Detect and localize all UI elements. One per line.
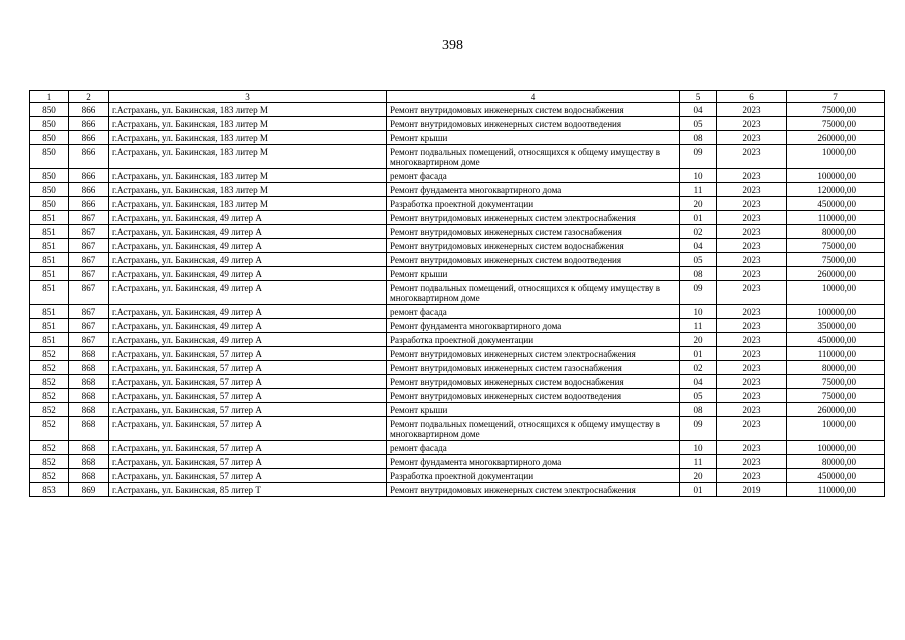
- cost-cell: 10000,00: [787, 145, 885, 169]
- house-id-cell: 868: [69, 417, 109, 441]
- table-row: [30, 211, 885, 225]
- work-code-cell: 04: [680, 239, 717, 253]
- year-cell: 2023: [717, 417, 787, 441]
- work-code-cell: 09: [680, 281, 717, 305]
- work-type-cell: Разработка проектной документации: [387, 333, 680, 347]
- table-row: [30, 333, 885, 347]
- work-code-cell: 04: [680, 375, 717, 389]
- work-code-cell: 10: [680, 305, 717, 319]
- address-cell: г.Астрахань, ул. Бакинская, 49 литер А: [109, 239, 387, 253]
- table-row: [30, 281, 885, 305]
- address-cell: г.Астрахань, ул. Бакинская, 183 литер М: [109, 103, 387, 117]
- row-number-cell: 852: [30, 389, 69, 403]
- row-number-cell: 850: [30, 131, 69, 145]
- address-cell: г.Астрахань, ул. Бакинская, 57 литер А: [109, 469, 387, 483]
- house-id-cell: 867: [69, 211, 109, 225]
- cost-cell: 10000,00: [787, 417, 885, 441]
- work-code-cell: 08: [680, 267, 717, 281]
- work-type-cell: Ремонт внутридомовых инженерных систем водоотведения: [387, 117, 680, 131]
- year-cell: 2023: [717, 197, 787, 211]
- work-code-cell: 05: [680, 253, 717, 267]
- cost-cell: 260000,00: [787, 267, 885, 281]
- year-cell: 2023: [717, 333, 787, 347]
- cost-cell: 80000,00: [787, 455, 885, 469]
- work-type-cell: Ремонт внутридомовых инженерных систем водоснабжения: [387, 375, 680, 389]
- year-cell: 2023: [717, 239, 787, 253]
- work-code-cell: 01: [680, 211, 717, 225]
- house-id-cell: 867: [69, 239, 109, 253]
- address-cell: г.Астрахань, ул. Бакинская, 183 литер М: [109, 117, 387, 131]
- work-type-cell: Ремонт внутридомовых инженерных систем водоснабжения: [387, 103, 680, 117]
- house-id-cell: 867: [69, 333, 109, 347]
- row-number-cell: 850: [30, 103, 69, 117]
- work-code-cell: 05: [680, 389, 717, 403]
- cost-cell: 80000,00: [787, 225, 885, 239]
- table-row: [30, 183, 885, 197]
- house-id-cell: 868: [69, 361, 109, 375]
- address-cell: г.Астрахань, ул. Бакинская, 183 литер М: [109, 197, 387, 211]
- column-header: 5: [680, 91, 717, 103]
- repair-schedule-table: [29, 90, 885, 497]
- row-number-cell: 850: [30, 197, 69, 211]
- work-code-cell: 01: [680, 347, 717, 361]
- work-type-cell: Разработка проектной документации: [387, 197, 680, 211]
- work-type-cell: Ремонт внутридомовых инженерных систем электроснабжения: [387, 483, 680, 497]
- work-type-cell: Ремонт фундамента многоквартирного дома: [387, 319, 680, 333]
- address-cell: г.Астрахань, ул. Бакинская, 57 литер А: [109, 455, 387, 469]
- address-cell: г.Астрахань, ул. Бакинская, 49 литер А: [109, 225, 387, 239]
- row-number-cell: 851: [30, 305, 69, 319]
- year-cell: 2023: [717, 347, 787, 361]
- work-type-cell: Ремонт внутридомовых инженерных систем водоснабжения: [387, 239, 680, 253]
- work-type-cell: Ремонт фундамента многоквартирного дома: [387, 455, 680, 469]
- house-id-cell: 868: [69, 455, 109, 469]
- year-cell: 2023: [717, 211, 787, 225]
- table-row: [30, 483, 885, 497]
- address-cell: г.Астрахань, ул. Бакинская, 183 литер М: [109, 183, 387, 197]
- house-id-cell: 866: [69, 197, 109, 211]
- house-id-cell: 869: [69, 483, 109, 497]
- table-row: [30, 347, 885, 361]
- work-type-cell: Ремонт подвальных помещений, относящихся к общему имуществу в многоквартирном доме: [387, 281, 680, 305]
- column-header: 1: [30, 91, 69, 103]
- year-cell: 2023: [717, 267, 787, 281]
- table-row: [30, 145, 885, 169]
- year-cell: 2023: [717, 253, 787, 267]
- work-type-cell: ремонт фасада: [387, 441, 680, 455]
- address-cell: г.Астрахань, ул. Бакинская, 49 литер А: [109, 281, 387, 305]
- table-row: [30, 131, 885, 145]
- house-id-cell: 866: [69, 117, 109, 131]
- house-id-cell: 866: [69, 131, 109, 145]
- address-cell: г.Астрахань, ул. Бакинская, 57 литер А: [109, 375, 387, 389]
- work-code-cell: 11: [680, 319, 717, 333]
- work-code-cell: 20: [680, 333, 717, 347]
- table-row: [30, 375, 885, 389]
- cost-cell: 350000,00: [787, 319, 885, 333]
- cost-cell: 110000,00: [787, 483, 885, 497]
- row-number-cell: 851: [30, 267, 69, 281]
- page-number: 398: [442, 38, 463, 53]
- work-code-cell: 08: [680, 131, 717, 145]
- work-type-cell: Ремонт подвальных помещений, относящихся к общему имуществу в многоквартирном доме: [387, 417, 680, 441]
- table-row: [30, 305, 885, 319]
- work-type-cell: Ремонт крыши: [387, 403, 680, 417]
- cost-cell: 260000,00: [787, 131, 885, 145]
- work-type-cell: Разработка проектной документации: [387, 469, 680, 483]
- cost-cell: 450000,00: [787, 333, 885, 347]
- cost-cell: 10000,00: [787, 281, 885, 305]
- table-row: [30, 469, 885, 483]
- table-row: [30, 225, 885, 239]
- work-type-cell: Ремонт внутридомовых инженерных систем электроснабжения: [387, 347, 680, 361]
- work-type-cell: Ремонт внутридомовых инженерных систем газоснабжения: [387, 225, 680, 239]
- year-cell: 2023: [717, 169, 787, 183]
- house-id-cell: 867: [69, 281, 109, 305]
- work-code-cell: 05: [680, 117, 717, 131]
- cost-cell: 75000,00: [787, 375, 885, 389]
- house-id-cell: 867: [69, 225, 109, 239]
- address-cell: г.Астрахань, ул. Бакинская, 57 литер А: [109, 417, 387, 441]
- work-type-cell: Ремонт крыши: [387, 267, 680, 281]
- table-row: [30, 103, 885, 117]
- work-code-cell: 09: [680, 417, 717, 441]
- row-number-cell: 852: [30, 469, 69, 483]
- cost-cell: 80000,00: [787, 361, 885, 375]
- row-number-cell: 850: [30, 169, 69, 183]
- row-number-cell: 851: [30, 239, 69, 253]
- year-cell: 2023: [717, 441, 787, 455]
- year-cell: 2023: [717, 131, 787, 145]
- work-type-cell: Ремонт подвальных помещений, относящихся к общему имуществу в многоквартирном доме: [387, 145, 680, 169]
- row-number-cell: 852: [30, 441, 69, 455]
- work-code-cell: 20: [680, 469, 717, 483]
- house-id-cell: 868: [69, 389, 109, 403]
- house-id-cell: 866: [69, 169, 109, 183]
- work-code-cell: 20: [680, 197, 717, 211]
- house-id-cell: 867: [69, 253, 109, 267]
- table-row: [30, 169, 885, 183]
- address-cell: г.Астрахань, ул. Бакинская, 57 литер А: [109, 389, 387, 403]
- row-number-cell: 852: [30, 417, 69, 441]
- row-number-cell: 851: [30, 253, 69, 267]
- row-number-cell: 851: [30, 225, 69, 239]
- year-cell: 2023: [717, 183, 787, 197]
- work-code-cell: 10: [680, 441, 717, 455]
- year-cell: 2023: [717, 145, 787, 169]
- column-header: 7: [787, 91, 885, 103]
- house-id-cell: 866: [69, 103, 109, 117]
- year-cell: 2023: [717, 375, 787, 389]
- work-code-cell: 01: [680, 483, 717, 497]
- year-cell: 2023: [717, 389, 787, 403]
- work-type-cell: Ремонт внутридомовых инженерных систем газоснабжения: [387, 361, 680, 375]
- table-row: [30, 441, 885, 455]
- address-cell: г.Астрахань, ул. Бакинская, 57 литер А: [109, 403, 387, 417]
- year-cell: 2023: [717, 305, 787, 319]
- address-cell: г.Астрахань, ул. Бакинская, 49 литер А: [109, 253, 387, 267]
- row-number-cell: 852: [30, 361, 69, 375]
- table-header-row: [30, 91, 885, 103]
- cost-cell: 75000,00: [787, 239, 885, 253]
- row-number-cell: 851: [30, 333, 69, 347]
- address-cell: г.Астрахань, ул. Бакинская, 57 литер А: [109, 361, 387, 375]
- column-header: 6: [717, 91, 787, 103]
- cost-cell: 75000,00: [787, 103, 885, 117]
- house-id-cell: 868: [69, 375, 109, 389]
- table-row: [30, 417, 885, 441]
- work-type-cell: Ремонт внутридомовых инженерных систем водоотведения: [387, 253, 680, 267]
- cost-cell: 450000,00: [787, 197, 885, 211]
- house-id-cell: 868: [69, 403, 109, 417]
- cost-cell: 120000,00: [787, 183, 885, 197]
- address-cell: г.Астрахань, ул. Бакинская, 49 литер А: [109, 333, 387, 347]
- house-id-cell: 866: [69, 183, 109, 197]
- work-code-cell: 02: [680, 225, 717, 239]
- year-cell: 2023: [717, 361, 787, 375]
- house-id-cell: 867: [69, 267, 109, 281]
- cost-cell: 100000,00: [787, 305, 885, 319]
- table-row: [30, 253, 885, 267]
- work-code-cell: 04: [680, 103, 717, 117]
- row-number-cell: 852: [30, 403, 69, 417]
- table-row: [30, 361, 885, 375]
- year-cell: 2023: [717, 469, 787, 483]
- address-cell: г.Астрахань, ул. Бакинская, 57 литер А: [109, 441, 387, 455]
- address-cell: г.Астрахань, ул. Бакинская, 49 литер А: [109, 319, 387, 333]
- cost-cell: 75000,00: [787, 389, 885, 403]
- cost-cell: 100000,00: [787, 169, 885, 183]
- house-id-cell: 866: [69, 145, 109, 169]
- row-number-cell: 851: [30, 211, 69, 225]
- cost-cell: 100000,00: [787, 441, 885, 455]
- work-type-cell: Ремонт внутридомовых инженерных систем электроснабжения: [387, 211, 680, 225]
- cost-cell: 110000,00: [787, 347, 885, 361]
- table-row: [30, 197, 885, 211]
- address-cell: г.Астрахань, ул. Бакинская, 57 литер А: [109, 347, 387, 361]
- year-cell: 2023: [717, 319, 787, 333]
- work-type-cell: Ремонт фундамента многоквартирного дома: [387, 183, 680, 197]
- house-id-cell: 868: [69, 441, 109, 455]
- year-cell: 2023: [717, 103, 787, 117]
- table-row: [30, 455, 885, 469]
- house-id-cell: 867: [69, 305, 109, 319]
- work-type-cell: Ремонт внутридомовых инженерных систем водоотведения: [387, 389, 680, 403]
- year-cell: 2023: [717, 455, 787, 469]
- table-row: [30, 319, 885, 333]
- address-cell: г.Астрахань, ул. Бакинская, 183 литер М: [109, 169, 387, 183]
- work-type-cell: ремонт фасада: [387, 169, 680, 183]
- table-row: [30, 239, 885, 253]
- row-number-cell: 852: [30, 347, 69, 361]
- row-number-cell: 850: [30, 145, 69, 169]
- year-cell: 2023: [717, 117, 787, 131]
- address-cell: г.Астрахань, ул. Бакинская, 183 литер М: [109, 145, 387, 169]
- cost-cell: 75000,00: [787, 117, 885, 131]
- table-row: [30, 117, 885, 131]
- cost-cell: 260000,00: [787, 403, 885, 417]
- table-row: [30, 267, 885, 281]
- row-number-cell: 853: [30, 483, 69, 497]
- address-cell: г.Астрахань, ул. Бакинская, 183 литер М: [109, 131, 387, 145]
- work-type-cell: ремонт фасада: [387, 305, 680, 319]
- row-number-cell: 851: [30, 281, 69, 305]
- year-cell: 2023: [717, 281, 787, 305]
- row-number-cell: 852: [30, 455, 69, 469]
- house-id-cell: 867: [69, 319, 109, 333]
- house-id-cell: 868: [69, 469, 109, 483]
- cost-cell: 110000,00: [787, 211, 885, 225]
- row-number-cell: 852: [30, 375, 69, 389]
- column-header: 2: [69, 91, 109, 103]
- row-number-cell: 850: [30, 117, 69, 131]
- cost-cell: 450000,00: [787, 469, 885, 483]
- address-cell: г.Астрахань, ул. Бакинская, 49 литер А: [109, 305, 387, 319]
- table-body: [30, 91, 885, 497]
- work-code-cell: 11: [680, 183, 717, 197]
- work-code-cell: 11: [680, 455, 717, 469]
- table-row: [30, 403, 885, 417]
- year-cell: 2023: [717, 225, 787, 239]
- column-header: 3: [109, 91, 387, 103]
- cost-cell: 75000,00: [787, 253, 885, 267]
- work-code-cell: 08: [680, 403, 717, 417]
- row-number-cell: 851: [30, 319, 69, 333]
- year-cell: 2023: [717, 403, 787, 417]
- row-number-cell: 850: [30, 183, 69, 197]
- year-cell: 2019: [717, 483, 787, 497]
- work-code-cell: 10: [680, 169, 717, 183]
- address-cell: г.Астрахань, ул. Бакинская, 49 литер А: [109, 211, 387, 225]
- work-code-cell: 09: [680, 145, 717, 169]
- address-cell: г.Астрахань, ул. Бакинская, 85 литер Т: [109, 483, 387, 497]
- column-header: 4: [387, 91, 680, 103]
- table-row: [30, 389, 885, 403]
- work-type-cell: Ремонт крыши: [387, 131, 680, 145]
- work-code-cell: 02: [680, 361, 717, 375]
- address-cell: г.Астрахань, ул. Бакинская, 49 литер А: [109, 267, 387, 281]
- house-id-cell: 868: [69, 347, 109, 361]
